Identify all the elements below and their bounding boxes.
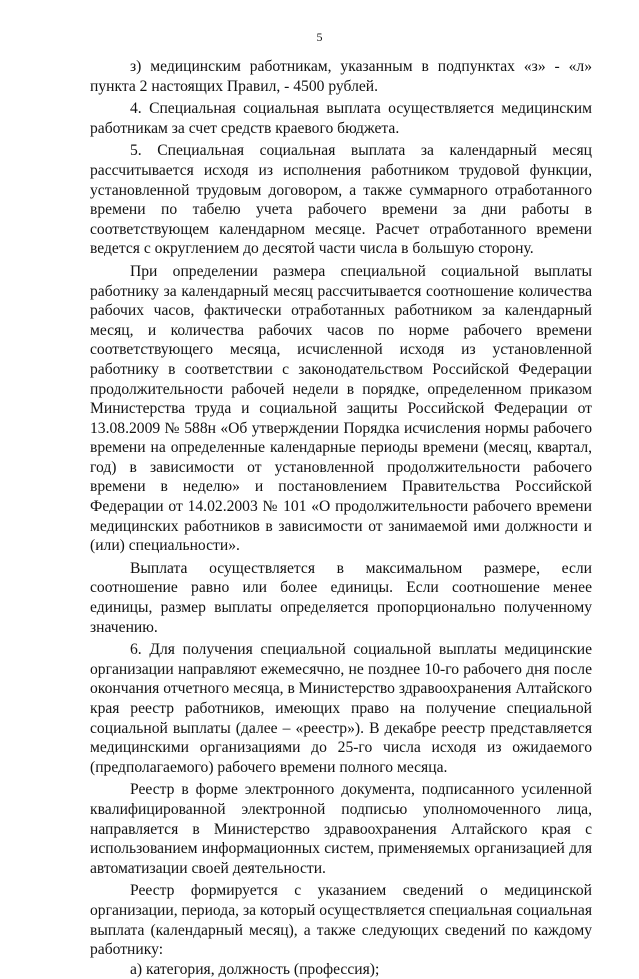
paragraph-ratio-calculation: При определении размера специальной социальной выплаты работнику за календарный месяц рассчитывается соотношение количества рабочих часов, фактически отработанных работником за календарный месяц, и количества рабочих часов по норме рабочего времени соответствующего месяца, исчисленной исходя из установленной работнику в соответствии с законодательством Российской Федерации продолжительности рабочей недели в порядке, определенном приказом Министерства труда и социальной защиты Российской Федерации от 13.08.2009 № 588н «Об утверждении Порядка исчисления нормы рабочего времени на определенные календарные периоды времени (месяц, квартал, год) в зависимости от установленной продолжительности рабочего времени в неделю» и постановлением Правительства Российской Федерации от 14.02.2003 № 101 «О продолжительности рабочего времени медицинских работников в зависимости от занимаемой ими должности и (или) специальности». xyxy=(90,262,592,555)
paragraph-clause-4: 4. Специальная социальная выплата осуществляется медицинским работникам за счет средств краевого бюджета. xyxy=(90,100,592,137)
page-number: 5 xyxy=(316,30,323,44)
list-item-a: а) категория, должность (профессия); xyxy=(130,960,380,978)
paragraph-clause-6: 6. Для получения специальной социальной выплаты медицинские организации направляют ежемесячно, не позднее 10-го рабочего дня после окончания отчетного месяца, в Министерство здравоохранения Алтайского края реестр работников, имеющих право на получение специальной социальной выплаты (далее – «реестр»). В декабре реестр представляется медицинскими организациями до 25-го числа исходя из ожидаемого (предполагаемого) рабочего времени полного месяца. xyxy=(90,641,592,776)
document-body xyxy=(90,57,592,979)
paragraph-max-payment: Выплата осуществляется в максимальном размере, если соотношение равно или более единицы. Если соотношение менее единицы, размер выплаты определяется пропорционально полученному значению. xyxy=(90,559,592,636)
paragraph-item-z: з) медицинским работникам, указанным в подпунктах «з» - «л» пункта 2 настоящих Правил, - 4500 рублей. xyxy=(90,58,592,95)
paragraph-registry-electronic: Реестр в форме электронного документа, подписанного усиленной квалифицированной электронной подписью уполномоченного лица, направляется в Министерство здравоохранения Алтайского края с использованием информационных систем, применяемых организацией для автоматизации своей деятельности. xyxy=(90,781,592,877)
paragraph-registry-contents: Реестр формируется с указанием сведений о медицинской организации, периода, за который осуществляется специальная социальная выплата (календарный месяц), а также следующих сведений по каждому работнику: xyxy=(90,882,592,959)
paragraph-clause-5: 5. Специальная социальная выплата за календарный месяц рассчитывается исходя из исполнения работником трудовой функции, установленной трудовым договором, а также суммарного отработанного времени по табелю учета рабочего времени за дни работы в соответствующем календарном месяце. Расчет отработанного времени ведется с округлением до десятой части числа в большую сторону. xyxy=(90,142,592,258)
